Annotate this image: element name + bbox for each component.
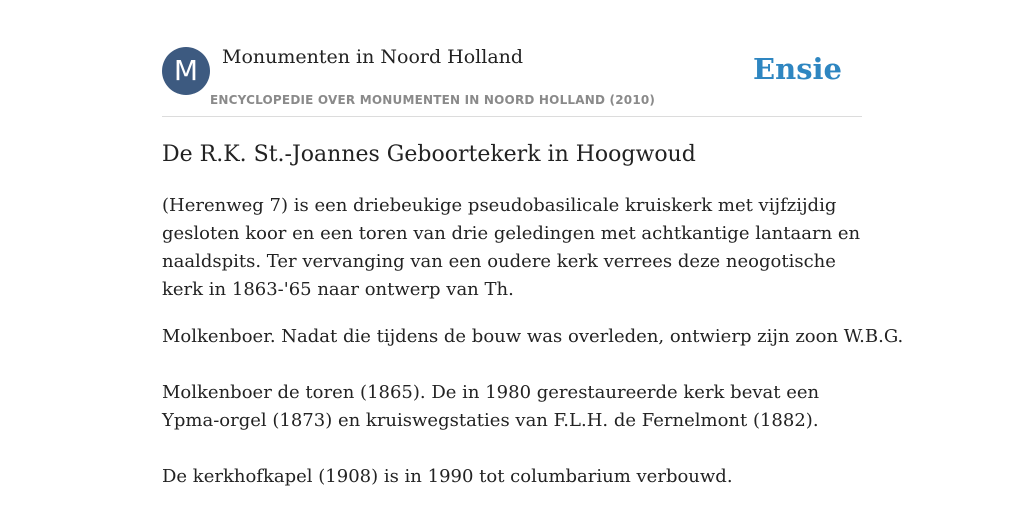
article-paragraph: De kerkhofkapel (1908) is in 1990 tot columbarium verbouwd. bbox=[162, 466, 733, 487]
source-header bbox=[162, 0, 862, 117]
source-title[interactable]: Monumenten in Noord Holland bbox=[222, 46, 524, 68]
brand-logo[interactable]: Ensie bbox=[753, 52, 842, 86]
article bbox=[162, 138, 904, 491]
article-paragraph: Molkenboer. Nadat die tijdens de bouw was overleden, ontwierp zijn zoon W.B.G. bbox=[162, 326, 904, 347]
avatar[interactable]: M bbox=[162, 47, 210, 95]
source-subtitle: ENCYCLOPEDIE OVER MONUMENTEN IN NOORD HOLLAND (2010) bbox=[210, 93, 656, 107]
article-title: De R.K. St.-Joannes Geboortekerk in Hoogwoud bbox=[162, 142, 696, 167]
article-paragraph: (Herenweg 7) is een driebeukige pseudobasilicale kruiskerk met vijfzijdig gesloten koor en een toren van drie geledingen met achtkantige lantaarn en naaldspits. Ter vervanging van een oudere kerk verrees deze neogotische kerk in 1863-'65 naar ontwerp van Th. bbox=[162, 195, 861, 300]
article-paragraph: Molkenboer de toren (1865). De in 1980 gerestaureerde kerk bevat een Ypma-orgel (1873) en kruiswegstaties van F.L.H. de Fernelmont (1882). bbox=[162, 382, 820, 431]
